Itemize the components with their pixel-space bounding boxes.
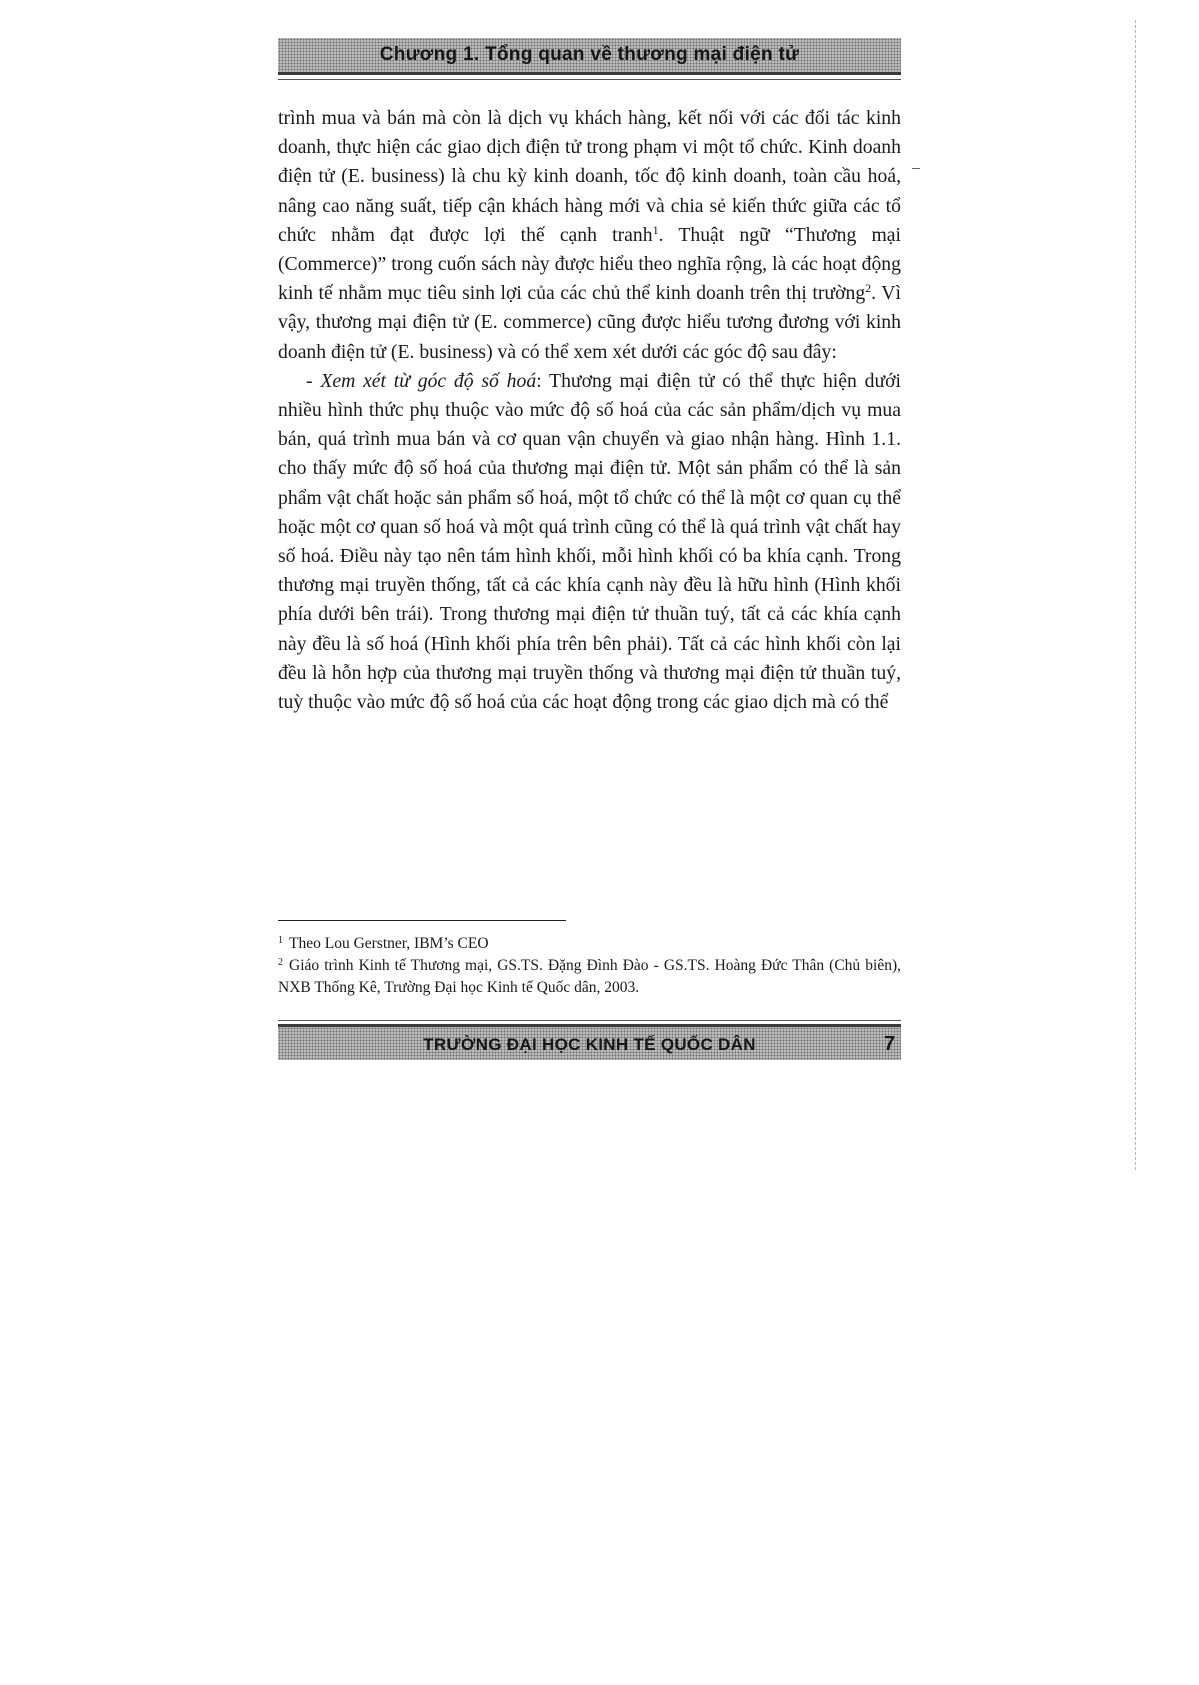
paragraph-2-italic-lead: Xem xét từ góc độ số hoá (320, 369, 537, 392)
footnotes (278, 933, 901, 999)
footer-university: TRƯỜNG ĐẠI HỌC KINH TẾ QUỐC DÂN (423, 1035, 756, 1054)
chapter-header-band (278, 38, 901, 75)
footnote-2 (278, 955, 901, 999)
chapter-title: Chương 1. Tổng quan về thương mại điện tử (379, 44, 800, 65)
footnote-divider (278, 920, 566, 921)
footnote-ref-2[interactable]: 2 (865, 281, 872, 296)
footnote-1-number: 1 (278, 935, 283, 946)
footnote-ref-1[interactable]: 1 (652, 222, 659, 237)
paragraph-2-rest: : Thương mại điện tử có thể thực hiện dưới nhiều hình thức phụ thuộc vào mức độ số hoá của các sản phẩm/dịch vụ mua bán, quá trình mua bán và cơ quan vận chuyển và giao nhận hàng. Hình 1.1. cho thấy mức độ số hoá của thương mại điện tử. Một sản phẩm có thể là sản phẩm vật chất hoặc sản phẩm số hoá, một tổ chức có thể là một cơ quan cụ thể hoặc một cơ quan số hoá và một quá trình cũng có thể là quá trình vật chất hay số hoá. Điều này tạo nên tám hình khối, mỗi hình khối có ba khía cạnh. Trong thương mại truyền thống, tất cả các khía cạnh này đều là hữu hình (Hình khối phía dưới bên trái). Trong thương mại điện tử thuần tuý, tất cả các khía cạnh này đều là số hoá (Hình khối phía trên bên phải). Tất cả các hình khối còn lại đều là hỗn hợp của thương mại truyền thống và thương mại điện tử thuần tuý, tuỳ thuộc vào mức độ số hoá của các hoạt động trong các giao dịch mà có thể (278, 369, 901, 714)
scan-edge-line (1135, 20, 1136, 1170)
body-text (278, 104, 901, 717)
footer-band (278, 1024, 901, 1060)
paragraph-1-part-c: . Vì vậy, thương mại điện tử (E. commerce) cũng được hiểu tương đương với kinh doanh điện tử (E. business) và có thể xem xét dưới các góc độ sau đây: (278, 282, 901, 363)
footnote-2-text: Giáo trình Kinh tế Thương mại, GS.TS. Đặng Đình Đào - GS.TS. Hoàng Đức Thân (Chủ biên), NXB Thống Kê, Trường Đại học Kinh tế Quốc dân, 2003. (278, 957, 901, 996)
paragraph-2-dash: - (306, 369, 321, 392)
paragraph-1-part-b: . Thuật ngữ “Thương mại (Commerce)” trong cuốn sách này được hiểu theo nghĩa rộng, là các hoạt động kinh tế nhằm mục tiêu sinh lợi của các chủ thể kinh doanh trên thị trường (278, 223, 902, 305)
paragraph-2 (278, 367, 901, 717)
footnote-1 (278, 933, 901, 955)
paragraph-1-part-a: trình mua và bán mà còn là dịch vụ khách hàng, kết nối với các đối tác kinh doanh, thực hiện các giao dịch điện tử trong phạm vi một tổ chức. Kinh doanh điện tử (E. business) là chu kỳ kinh doanh, tốc độ kinh doanh, toàn cầu hoá, nâng cao năng suất, tiếp cận khách hàng mới và chia sẻ kiến thức giữa các tổ chức nhằm đạt được lợi thế cạnh tranh (278, 107, 901, 246)
footnote-1-text: Theo Lou Gerstner, IBM’s CEO (289, 935, 489, 952)
page-number: 7 (883, 1033, 895, 1055)
footnote-2-number: 2 (278, 957, 283, 968)
paragraph-1 (278, 104, 901, 367)
scan-mark (912, 168, 920, 169)
